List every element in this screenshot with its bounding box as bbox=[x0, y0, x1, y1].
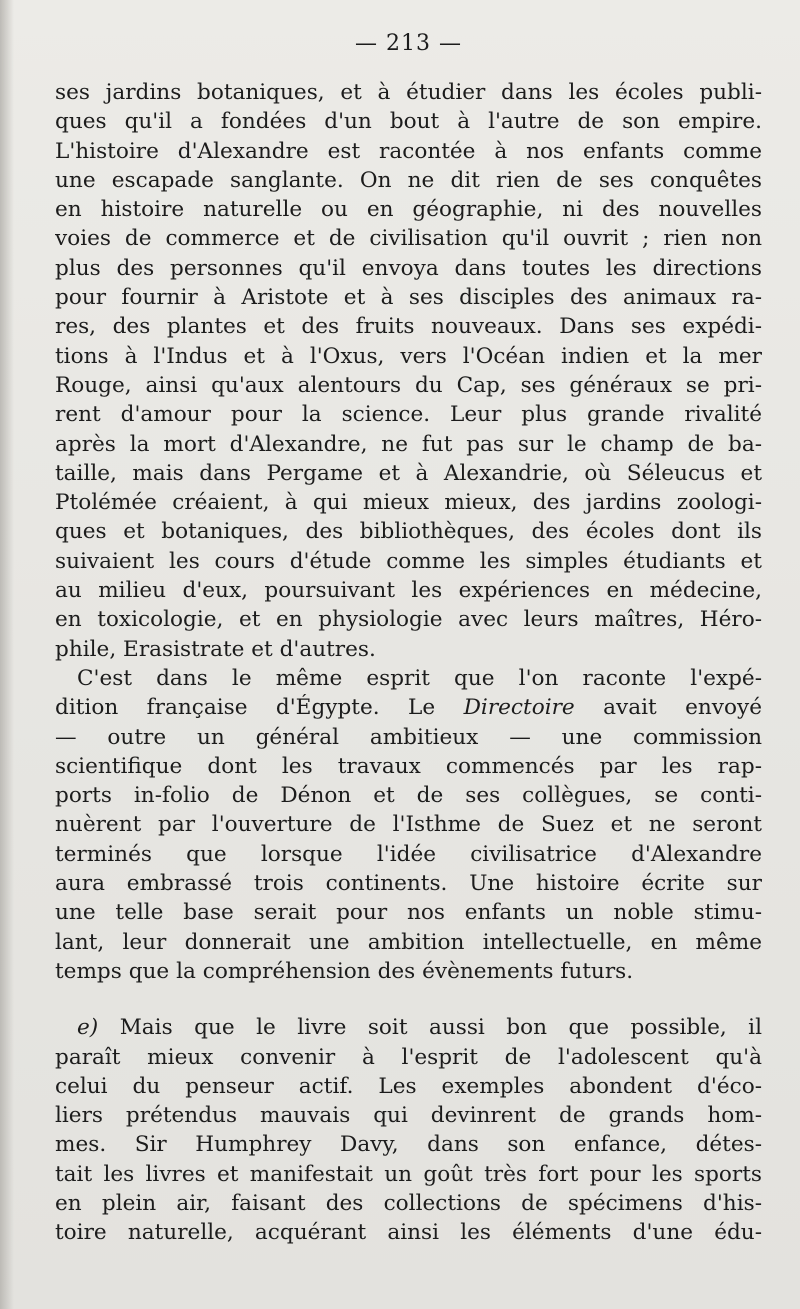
paragraph-gap bbox=[55, 986, 762, 1013]
paragraph-3 bbox=[55, 1013, 762, 1247]
text-line: en histoire naturelle ou en géographie, ni des nouvelles bbox=[55, 197, 762, 223]
text-line: aura embrassé trois continents. Une histoire écrite sur bbox=[55, 871, 762, 897]
text-line: ses jardins botaniques, et à étudier dans les écoles publi- bbox=[55, 80, 762, 105]
text-line: mes. Sir Humphrey Davy, dans son enfance, détes- bbox=[55, 1132, 762, 1158]
text-line-with-label bbox=[55, 1013, 762, 1042]
text-line: une escapade sanglante. On ne dit rien de ses conquêtes bbox=[55, 167, 762, 193]
text-line: rent d'amour pour la science. Leur plus grande rivalité bbox=[55, 402, 762, 428]
text-line: pour fournir à Aristote et à ses disciples des animaux ra- bbox=[55, 285, 762, 311]
text-line: temps que la compréhension des évènements futurs. bbox=[55, 958, 634, 984]
text-line: C'est dans le même esprit que l'on raconte l'expé- bbox=[77, 665, 762, 691]
text-line: ports in-folio de Dénon et de ses collègues, se conti- bbox=[55, 783, 762, 809]
text-line: paraît mieux convenir à l'esprit de l'adolescent qu'à bbox=[55, 1044, 762, 1070]
text-line: ques et botaniques, des bibliothèques, des écoles dont ils bbox=[55, 519, 762, 545]
italic-term: Directoire bbox=[463, 695, 575, 721]
item-label: e) bbox=[77, 1015, 99, 1041]
text-line: suivaient les cours d'étude comme les simples étudiants et bbox=[55, 548, 762, 574]
text-line: phile, Erasistrate et d'autres. bbox=[55, 636, 376, 662]
text-line: voies de commerce et de civilisation qu'il ouvrit ; rien non bbox=[55, 226, 762, 252]
text-line-with-italic bbox=[55, 693, 762, 722]
text-segment: Mais que le livre soit aussi bon que possible, il bbox=[119, 1015, 762, 1041]
paragraph-1 bbox=[55, 78, 762, 664]
text-line: ques qu'il a fondées d'un bout à l'autre de son empire. bbox=[55, 109, 762, 135]
text-segment: avait envoyé bbox=[603, 695, 762, 721]
text-line: nuèrent par l'ouverture de l'Isthme de Suez et ne seront bbox=[55, 812, 762, 838]
text-line: plus des personnes qu'il envoya dans toutes les directions bbox=[55, 255, 762, 281]
text-line: tions à l'Indus et à l'Oxus, vers l'Océan indien et la mer bbox=[55, 343, 762, 369]
text-line: tait les livres et manifestait un goût très fort pour les sports bbox=[55, 1161, 762, 1187]
text-line: en plein air, faisant des collections de spécimens d'his- bbox=[55, 1190, 762, 1216]
text-line: Rouge, ainsi qu'aux alentours du Cap, ses généraux se pri- bbox=[55, 372, 762, 398]
text-line: — outre un général ambitieux — une commission bbox=[55, 724, 762, 750]
text-line: lant, leur donnerait une ambition intellectuelle, en même bbox=[55, 929, 762, 955]
text-line: toire naturelle, acquérant ainsi les éléments d'une édu- bbox=[55, 1220, 762, 1246]
text-line: terminés que lorsque l'idée civilisatrice d'Alexandre bbox=[55, 841, 762, 867]
text-line: Ptolémée créaient, à qui mieux mieux, des jardins zoologi- bbox=[55, 490, 762, 516]
text-line: en toxicologie, et en physiologie avec leurs maîtres, Héro- bbox=[55, 607, 762, 633]
page-number: — 213 — bbox=[355, 31, 462, 56]
text-line: celui du penseur actif. Les exemples abondent d'éco- bbox=[55, 1073, 762, 1099]
text-segment: dition française d'Égypte. Le bbox=[55, 695, 436, 721]
text-line: res, des plantes et des fruits nouveaux. Dans ses expédi- bbox=[55, 314, 762, 340]
text-line: L'histoire d'Alexandre est racontée à nos enfants comme bbox=[55, 138, 762, 164]
text-line: au milieu d'eux, poursuivant les expériences en médecine, bbox=[55, 578, 762, 604]
text-line: liers prétendus mauvais qui devinrent de grands hom- bbox=[55, 1103, 762, 1129]
text-line: taille, mais dans Pergame et à Alexandrie, où Séleucus et bbox=[55, 460, 762, 486]
paragraph-2 bbox=[55, 664, 762, 986]
text-line: une telle base serait pour nos enfants un noble stimu- bbox=[55, 900, 762, 926]
text-line: scientifique dont les travaux commencés par les rap- bbox=[55, 753, 762, 779]
text-line: après la mort d'Alexandre, ne fut pas sur le champ de ba- bbox=[55, 431, 762, 457]
